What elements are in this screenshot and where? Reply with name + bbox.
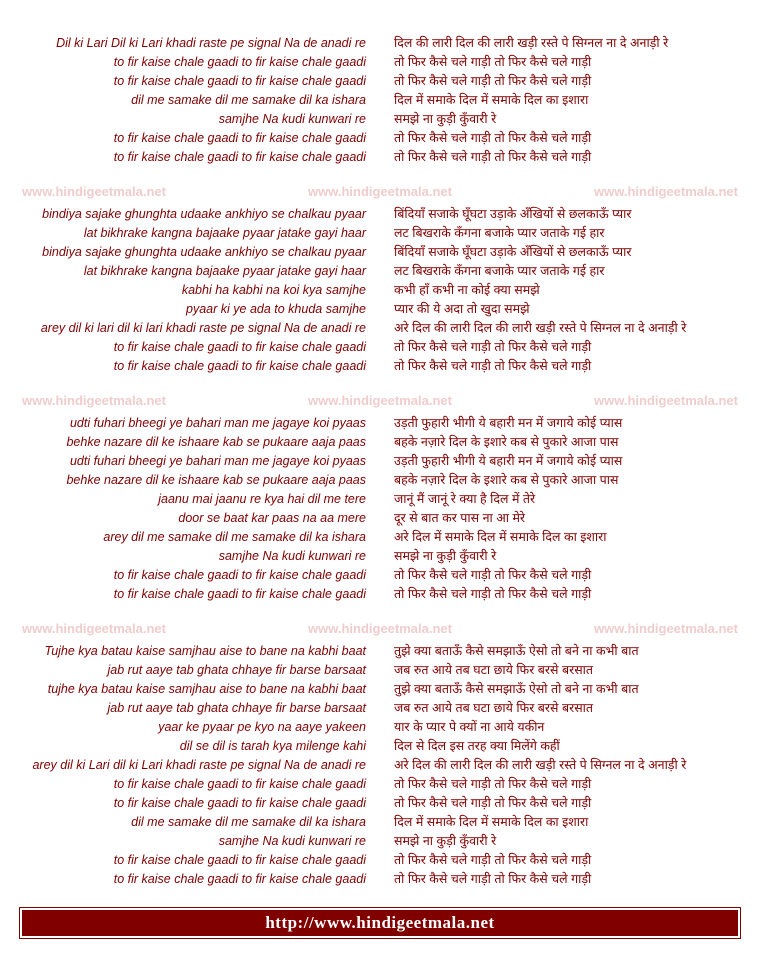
lyric-devanagari: समझे ना कुड़ी कुँवारी रे bbox=[394, 549, 497, 563]
lyric-line bbox=[0, 243, 760, 262]
lyric-devanagari: प्यार की ये अदा तो खुदा समझे bbox=[394, 302, 530, 316]
lyric-devanagari: कभी हाँ कभी ना कोई क्या समझे bbox=[394, 283, 540, 297]
lyric-line bbox=[0, 53, 760, 72]
lyric-devanagari: बहके नज़ारे दिल के इशारे कब से पुकारे आजा पास bbox=[394, 435, 619, 449]
lyric-devanagari: लट बिखराके कँगना बजाके प्यार जताके गई हार bbox=[394, 264, 605, 278]
watermark-row bbox=[0, 614, 760, 642]
lyric-roman: to fir kaise chale gaadi to fir kaise chale gaadi bbox=[113, 587, 366, 601]
lyric-devanagari: बिंदियाँ सजाके घूँघटा उड़ाके अँखियों से छलकाऊँ प्यार bbox=[394, 207, 632, 221]
lyric-devanagari: तो फिर कैसे चले गाड़ी तो फिर कैसे चले गाड़ी bbox=[394, 568, 592, 582]
watermark-text: www.hindigeetmala.net bbox=[308, 392, 452, 408]
lyric-roman: door se baat kar paas na aa mere bbox=[178, 511, 366, 525]
lyric-line bbox=[0, 699, 760, 718]
lyric-devanagari: तो फिर कैसे चले गाड़ी तो फिर कैसे चले गाड़ी bbox=[394, 872, 592, 886]
lyric-devanagari: तो फिर कैसे चले गाड़ी तो फिर कैसे चले गाड़ी bbox=[394, 359, 592, 373]
lyric-line bbox=[0, 34, 760, 53]
stanza-spacer bbox=[0, 376, 760, 386]
lyric-roman: to fir kaise chale gaadi to fir kaise chale gaadi bbox=[113, 568, 366, 582]
lyric-roman: to fir kaise chale gaadi to fir kaise chale gaadi bbox=[113, 74, 366, 88]
lyric-stanza bbox=[0, 34, 760, 167]
lyric-line bbox=[0, 566, 760, 585]
lyric-devanagari: तुझे क्या बताऊँ कैसे समझाऊँ ऐसो तो बने ना कभी बात bbox=[394, 682, 639, 696]
lyric-devanagari: तो फिर कैसे चले गाड़ी तो फिर कैसे चले गाड़ी bbox=[394, 55, 592, 69]
watermark-text: www.hindigeetmala.net bbox=[308, 183, 452, 199]
lyric-line bbox=[0, 813, 760, 832]
stanza-spacer bbox=[0, 604, 760, 614]
lyric-line bbox=[0, 300, 760, 319]
lyric-roman: kabhi ha kabhi na koi kya samjhe bbox=[181, 283, 366, 297]
lyric-devanagari: समझे ना कुड़ी कुँवारी रे bbox=[394, 112, 497, 126]
lyric-devanagari: उड़ती फुहारी भीगी ये बहारी मन में जगाये कोई प्यास bbox=[394, 416, 623, 430]
lyrics-content bbox=[0, 34, 760, 899]
watermark-text: www.hindigeetmala.net bbox=[308, 620, 452, 636]
lyric-line bbox=[0, 870, 760, 889]
lyric-line bbox=[0, 756, 760, 775]
lyric-roman: behke nazare dil ke ishaare kab se pukaare aaja paas bbox=[66, 435, 366, 449]
watermark-row bbox=[0, 386, 760, 414]
lyric-roman: to fir kaise chale gaadi to fir kaise chale gaadi bbox=[113, 150, 366, 164]
lyric-roman: to fir kaise chale gaadi to fir kaise chale gaadi bbox=[113, 359, 366, 373]
watermark-text: www.hindigeetmala.net bbox=[594, 183, 738, 199]
lyric-devanagari: जब रुत आये तब घटा छाये फिर बरसे बरसात bbox=[394, 663, 594, 677]
lyric-roman: to fir kaise chale gaadi to fir kaise chale gaadi bbox=[113, 131, 366, 145]
lyric-line bbox=[0, 680, 760, 699]
lyric-roman: yaar ke pyaar pe kyo na aaye yakeen bbox=[158, 720, 366, 734]
lyric-line bbox=[0, 148, 760, 167]
lyric-devanagari: तुझे क्या बताऊँ कैसे समझाऊँ ऐसो तो बने ना कभी बात bbox=[394, 644, 639, 658]
lyric-line bbox=[0, 338, 760, 357]
watermark-text: www.hindigeetmala.net bbox=[594, 392, 738, 408]
lyric-line bbox=[0, 528, 760, 547]
lyric-devanagari: तो फिर कैसे चले गाड़ी तो फिर कैसे चले गाड़ी bbox=[394, 853, 592, 867]
lyric-devanagari: बहके नज़ारे दिल के इशारे कब से पुकारे आजा पास bbox=[394, 473, 619, 487]
lyric-roman: jaanu mai jaanu re kya hai dil me tere bbox=[158, 492, 366, 506]
lyric-devanagari: यार के प्यार पे क्यों ना आये यकीन bbox=[394, 720, 545, 734]
lyric-roman: lat bikhrake kangna bajaake pyaar jatake gayi haar bbox=[83, 264, 366, 278]
lyric-line bbox=[0, 509, 760, 528]
lyric-line bbox=[0, 91, 760, 110]
lyric-roman: pyaar ki ye ada to khuda samjhe bbox=[186, 302, 366, 316]
lyric-roman: bindiya sajake ghunghta udaake ankhiyo se chalkau pyaar bbox=[42, 245, 366, 259]
lyric-roman: jab rut aaye tab ghata chhaye fir barse barsaat bbox=[107, 663, 366, 677]
lyric-roman: to fir kaise chale gaadi to fir kaise chale gaadi bbox=[113, 796, 366, 810]
lyric-devanagari: अरे दिल में समाके दिल में समाके दिल का इशारा bbox=[394, 530, 607, 544]
lyric-roman: dil se dil is tarah kya milenge kahi bbox=[179, 739, 366, 753]
lyric-devanagari: तो फिर कैसे चले गाड़ी तो फिर कैसे चले गाड़ी bbox=[394, 340, 592, 354]
lyric-devanagari: अरे दिल की लारी दिल की लारी खड़ी रस्ते पे सिग्नल ना दे अनाड़ी रे bbox=[394, 758, 687, 772]
lyric-roman: bindiya sajake ghunghta udaake ankhiyo se chalkau pyaar bbox=[42, 207, 366, 221]
watermark-row bbox=[0, 177, 760, 205]
lyric-devanagari: तो फिर कैसे चले गाड़ी तो फिर कैसे चले गाड़ी bbox=[394, 796, 592, 810]
lyric-line bbox=[0, 718, 760, 737]
lyric-line bbox=[0, 585, 760, 604]
site-url-link[interactable]: http://www.hindigeetmala.net bbox=[265, 913, 495, 932]
lyric-devanagari: दिल में समाके दिल में समाके दिल का इशारा bbox=[394, 815, 589, 829]
lyric-roman: to fir kaise chale gaadi to fir kaise chale gaadi bbox=[113, 777, 366, 791]
lyric-line bbox=[0, 737, 760, 756]
lyric-devanagari: तो फिर कैसे चले गाड़ी तो फिर कैसे चले गाड़ी bbox=[394, 777, 592, 791]
lyric-line bbox=[0, 205, 760, 224]
stanza-spacer bbox=[0, 167, 760, 177]
lyric-roman: behke nazare dil ke ishaare kab se pukaare aaja paas bbox=[66, 473, 366, 487]
lyric-roman: tujhe kya batau kaise samjhau aise to bane na kabhi baat bbox=[47, 682, 366, 696]
lyric-roman: Dil ki Lari Dil ki Lari khadi raste pe signal Na de anadi re bbox=[56, 36, 366, 50]
lyric-line bbox=[0, 794, 760, 813]
lyric-roman: to fir kaise chale gaadi to fir kaise chale gaadi bbox=[113, 872, 366, 886]
lyric-devanagari: लट बिखराके कँगना बजाके प्यार जताके गई हार bbox=[394, 226, 605, 240]
watermark-text: www.hindigeetmala.net bbox=[22, 392, 166, 408]
lyric-roman: arey dil ki lari dil ki lari khadi raste pe signal Na de anadi re bbox=[40, 321, 366, 335]
lyric-line bbox=[0, 642, 760, 661]
lyric-devanagari: दिल में समाके दिल में समाके दिल का इशारा bbox=[394, 93, 589, 107]
lyric-stanza bbox=[0, 205, 760, 376]
watermark-text: www.hindigeetmala.net bbox=[22, 183, 166, 199]
lyric-roman: to fir kaise chale gaadi to fir kaise chale gaadi bbox=[113, 55, 366, 69]
lyric-line bbox=[0, 262, 760, 281]
lyric-line bbox=[0, 661, 760, 680]
page-footer bbox=[0, 904, 760, 954]
lyric-line bbox=[0, 547, 760, 566]
lyric-devanagari: समझे ना कुड़ी कुँवारी रे bbox=[394, 834, 497, 848]
lyric-line bbox=[0, 775, 760, 794]
lyric-stanza bbox=[0, 414, 760, 604]
lyric-roman: samjhe Na kudi kunwari re bbox=[218, 549, 366, 563]
lyric-line bbox=[0, 357, 760, 376]
lyric-roman: lat bikhrake kangna bajaake pyaar jatake gayi haar bbox=[83, 226, 366, 240]
lyric-line bbox=[0, 452, 760, 471]
lyric-devanagari: उड़ती फुहारी भीगी ये बहारी मन में जगाये कोई प्यास bbox=[394, 454, 623, 468]
lyric-roman: to fir kaise chale gaadi to fir kaise chale gaadi bbox=[113, 853, 366, 867]
lyric-devanagari: तो फिर कैसे चले गाड़ी तो फिर कैसे चले गाड़ी bbox=[394, 131, 592, 145]
lyric-devanagari: तो फिर कैसे चले गाड़ी तो फिर कैसे चले गाड़ी bbox=[394, 74, 592, 88]
lyric-devanagari: दिल की लारी दिल की लारी खड़ी रस्ते पे सिग्नल ना दे अनाड़ी रे bbox=[394, 36, 669, 50]
lyric-roman: arey dil ki Lari dil ki Lari khadi raste pe signal Na de anadi re bbox=[32, 758, 366, 772]
top-spacer bbox=[0, 0, 760, 34]
lyric-roman: udti fuhari bheegi ye bahari man me jagaye koi pyaas bbox=[69, 416, 366, 430]
lyric-roman: udti fuhari bheegi ye bahari man me jagaye koi pyaas bbox=[69, 454, 366, 468]
stanza-spacer bbox=[0, 889, 760, 899]
lyric-line bbox=[0, 319, 760, 338]
lyric-devanagari: जानूं मैं जानूं रे क्या है दिल में तेरे bbox=[394, 492, 536, 506]
lyric-line bbox=[0, 414, 760, 433]
lyric-line bbox=[0, 281, 760, 300]
lyric-devanagari: तो फिर कैसे चले गाड़ी तो फिर कैसे चले गाड़ी bbox=[394, 150, 592, 164]
lyric-roman: dil me samake dil me samake dil ka ishara bbox=[131, 93, 366, 107]
lyric-line bbox=[0, 433, 760, 452]
lyric-devanagari: अरे दिल की लारी दिल की लारी खड़ी रस्ते पे सिग्नल ना दे अनाड़ी रे bbox=[394, 321, 687, 335]
lyric-devanagari: तो फिर कैसे चले गाड़ी तो फिर कैसे चले गाड़ी bbox=[394, 587, 592, 601]
lyric-stanza bbox=[0, 642, 760, 889]
watermark-text: www.hindigeetmala.net bbox=[22, 620, 166, 636]
lyric-roman: samjhe Na kudi kunwari re bbox=[218, 834, 366, 848]
lyric-roman: arey dil me samake dil me samake dil ka ishara bbox=[103, 530, 366, 544]
lyric-devanagari: दिल से दिल इस तरह क्या मिलेंगे कहीं bbox=[394, 739, 560, 753]
lyric-roman: jab rut aaye tab ghata chhaye fir barse barsaat bbox=[107, 701, 366, 715]
watermark-text: www.hindigeetmala.net bbox=[594, 620, 738, 636]
lyric-devanagari: बिंदियाँ सजाके घूँघटा उड़ाके अँखियों से छलकाऊँ प्यार bbox=[394, 245, 632, 259]
lyric-roman: samjhe Na kudi kunwari re bbox=[218, 112, 366, 126]
lyric-devanagari: जब रुत आये तब घटा छाये फिर बरसे बरसात bbox=[394, 701, 594, 715]
lyric-line bbox=[0, 72, 760, 91]
lyric-roman: dil me samake dil me samake dil ka ishara bbox=[131, 815, 366, 829]
lyric-line bbox=[0, 224, 760, 243]
lyric-line bbox=[0, 129, 760, 148]
lyric-line bbox=[0, 832, 760, 851]
lyric-line bbox=[0, 471, 760, 490]
lyric-line bbox=[0, 490, 760, 509]
lyric-devanagari: दूर से बात कर पास ना आ मेरे bbox=[394, 511, 526, 525]
footer-banner bbox=[20, 908, 740, 938]
lyric-line bbox=[0, 110, 760, 129]
lyric-roman: to fir kaise chale gaadi to fir kaise chale gaadi bbox=[113, 340, 366, 354]
lyric-roman: Tujhe kya batau kaise samjhau aise to bane na kabhi baat bbox=[44, 644, 366, 658]
lyric-line bbox=[0, 851, 760, 870]
